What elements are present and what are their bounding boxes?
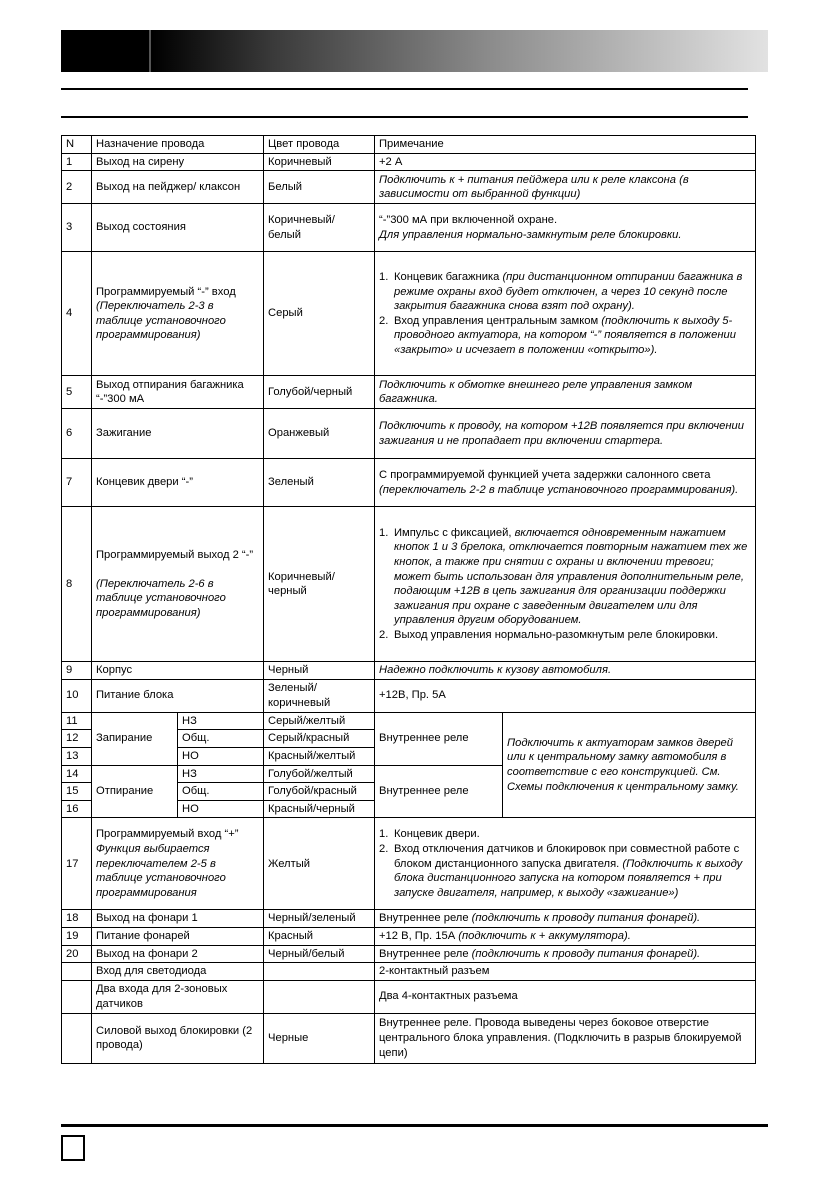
row-number: 3 [62,204,92,252]
purpose-line: Программируемый выход 2 “-” [96,549,254,561]
wire-purpose: Два входа для 2-зоновых датчиков [92,980,264,1013]
wire-purpose: Питание блока [92,679,264,712]
top-rule [61,88,748,90]
wire-color [264,980,375,1013]
wire-note: 2-контактный разъем [375,963,756,981]
note-text: (подключить к выходу 5-проводного актуатора, на котором “-” появляется в положении «закрыто» и исчезает в положении «открыто»). [394,314,736,356]
header-black-block [61,30,149,72]
wire-purpose: Силовой выход блокировки (2 провода) [92,1013,264,1063]
lock-relay-note: Подключить к актуаторам замков дверей или к центральному замку автомобиля в соответствие с его конструкцией. См. Схемы подключения к центральному замку. [503,712,756,818]
row-number: 4 [62,252,92,376]
note-text: Вход управления центральным замком [394,314,602,327]
header-gradient-bar [61,30,768,72]
list-marker: 1. [379,828,389,841]
wire-color: Серый/красный [264,730,375,748]
wiring-table [61,135,756,1064]
wire-purpose: Выход на сирену [92,153,264,171]
note-line: “-”300 мА при включенной охране. [379,214,558,227]
wire-note [375,204,756,252]
list-marker: 1. [379,270,389,283]
wire-color: Коричневый/ белый [264,204,375,252]
wire-color: Серый [264,252,375,376]
row-number: 8 [62,507,92,662]
wire-note: Подключить к обмотке внешнего реле управления замком багажника. [375,376,756,409]
wire-note [375,507,756,662]
purpose-line: (Переключатель 2-3 в таблице установочного программирования) [96,300,226,342]
contact-type: НЗ [178,712,264,730]
table-row [62,153,756,171]
page-number-box [61,1135,85,1161]
purpose-line: (Переключатель 2-6 в таблице установочного программирования) [96,577,226,619]
purpose-line: Программируемый вход “+” [96,828,239,841]
list-marker: 2. [379,628,389,641]
table-row [62,459,756,507]
table-row [62,818,756,910]
wire-note [375,927,756,945]
contact-type: НЗ [178,765,264,783]
table-row [62,507,756,662]
purpose-line: Программируемый “-” вход [96,285,236,298]
wire-note [375,910,756,928]
wire-color: Черные [264,1013,375,1063]
row-number: 9 [62,662,92,680]
contact-type: НО [178,747,264,765]
wire-note: Подключить к + питания пейджера или к реле клаксона (в зависимости от выбранной функции) [375,171,756,204]
wire-color: Серый/желтый [264,712,375,730]
wire-color: Коричневый [264,153,375,171]
wire-color: Черный/белый [264,945,375,963]
table-row [62,252,756,376]
wire-purpose: Выход на пейджер/ клаксон [92,171,264,204]
wire-purpose: Запирание [92,712,178,765]
note-text: включается одновременным нажатием кнопок 1 и 3 брелока, отключается повторным нажатием тех же кнопок, а также при снятии с охраны и включении тревоги; может быть использован для управления дополнительным реле, подающим +12В в цепь зажигания для организации поддержки зажигания при охране с заведенным двигателем или для управления другим оборудованием. [394,526,748,627]
note-text: (подключить к проводу питания фонарей). [471,947,701,960]
wire-purpose [92,818,264,910]
header-notch [149,30,151,72]
note-text: (при дистанционном отпирании багажника в режиме охраны вход будет отключен, а через 10 секунд после закрытия багажника снова взят под охрану). [394,270,743,313]
wire-note [375,459,756,507]
list-marker: 2. [379,842,389,855]
table-row [62,910,756,928]
wire-color: Зеленый [264,459,375,507]
note-text: (подключить к + аккумулятора). [458,929,631,942]
wire-note [375,252,756,376]
wire-color: Красный/черный [264,800,375,818]
row-number: 1 [62,153,92,171]
table-row [62,712,756,730]
row-number: 2 [62,171,92,204]
table-row [62,409,756,459]
wire-purpose [92,252,264,376]
wire-color: Желтый [264,818,375,910]
note-text: Внутреннее реле [379,947,472,960]
contact-type: Общ. [178,730,264,748]
note-text: Внутреннее реле [379,912,472,925]
table-header-row [62,136,756,154]
wire-note: Два 4-контактных разъема [375,980,756,1013]
table-row [62,679,756,712]
wire-color: Черный/зеленый [264,910,375,928]
wire-note: Внутреннее реле [375,712,503,765]
list-marker: 1. [379,526,389,539]
wire-note [375,818,756,910]
wire-color: Голубой/желтый [264,765,375,783]
row-number: 5 [62,376,92,409]
wire-color: Голубой/красный [264,783,375,801]
wire-purpose: Выход отпирания багажника “-”300 мА [92,376,264,409]
wire-color: Красный [264,927,375,945]
row-number [62,963,92,981]
row-number: 19 [62,927,92,945]
contact-type: НО [178,800,264,818]
wire-color: Красный/желтый [264,747,375,765]
wire-purpose: Зажигание [92,409,264,459]
wire-color: Белый [264,171,375,204]
table-row [62,376,756,409]
wire-purpose: Выход состояния [92,204,264,252]
table-row [62,927,756,945]
col-header-n: N [62,136,92,154]
wire-note: Подключить к проводу, на котором +12В появляется при включении зажигания и не пропадает при включении стартера. [375,409,756,459]
row-number: 17 [62,818,92,910]
table-row [62,204,756,252]
row-number: 10 [62,679,92,712]
wire-purpose: Питание фонарей [92,927,264,945]
note-line: Для управления нормально-замкнутым реле блокировки. [379,228,682,241]
wire-color: Голубой/черный [264,376,375,409]
note-text: +12 В, Пр. 15А [379,929,459,942]
wire-purpose: Концевик двери “-” [92,459,264,507]
wire-purpose: Вход для светодиода [92,963,264,981]
table-row [62,945,756,963]
wire-color: Зеленый/ коричневый [264,679,375,712]
row-number: 14 [62,765,92,783]
row-number: 20 [62,945,92,963]
bottom-rule [61,1124,768,1127]
list-marker: 2. [379,314,389,327]
row-number: 12 [62,730,92,748]
table-row [62,963,756,981]
row-number: 16 [62,800,92,818]
wire-note: +2 А [375,153,756,171]
note-text: (подключить к проводу питания фонарей). [471,912,701,925]
row-number: 11 [62,712,92,730]
row-number: 15 [62,783,92,801]
row-number: 7 [62,459,92,507]
row-number [62,980,92,1013]
note-text: Импульс с фиксацией, [394,526,515,539]
row-number [62,1013,92,1063]
row-number: 13 [62,747,92,765]
wire-color [264,963,375,981]
note-text: Концевик багажника [394,270,503,283]
row-number: 6 [62,409,92,459]
wire-note: Внутреннее реле. Провода выведены через боковое отверстие центрального блока управления. (Подключить в разрыв блокируемой цепи) [375,1013,756,1063]
col-header-color: Цвет провода [264,136,375,154]
note-text: (Подключить к выходу блока дистанционного запуска на котором появляется + при запуске двигателя, например, к выходу «зажигание») [394,857,743,899]
wire-purpose: Корпус [92,662,264,680]
wire-purpose: Выход на фонари 2 [92,945,264,963]
note-text: (переключатель 2-2 в таблице установочного программирования). [379,483,739,496]
contact-type: Общ. [178,783,264,801]
wire-color: Оранжевый [264,409,375,459]
table-row [62,980,756,1013]
col-header-note: Примечание [375,136,756,154]
table-row [62,171,756,204]
note-text: Концевик двери. [394,828,480,841]
purpose-line: Функция выбирается переключателем 2-5 в таблице установочного программирования [96,842,226,899]
wire-purpose: Выход на фонари 1 [92,910,264,928]
wire-note: Надежно подключить к кузову автомобиля. [375,662,756,680]
col-header-purpose: Назначение провода [92,136,264,154]
note-text: Вход отключения датчиков и блокировок при совместной работе с блоком дистанционного запуска двигателя. [394,842,740,870]
note-text: Выход управления нормально-разомкнутым реле блокировки. [394,628,719,641]
table-row [62,662,756,680]
second-rule [61,116,748,118]
wire-color: Черный [264,662,375,680]
note-text: С программируемой функцией учета задержки салонного света [379,469,711,482]
wire-note: Внутреннее реле [375,765,503,818]
wire-note [375,945,756,963]
wire-note: +12В, Пр. 5А [375,679,756,712]
wire-color: Коричневый/ черный [264,507,375,662]
row-number: 18 [62,910,92,928]
wire-purpose [92,507,264,662]
wire-purpose: Отпирание [92,765,178,818]
table-row [62,1013,756,1063]
